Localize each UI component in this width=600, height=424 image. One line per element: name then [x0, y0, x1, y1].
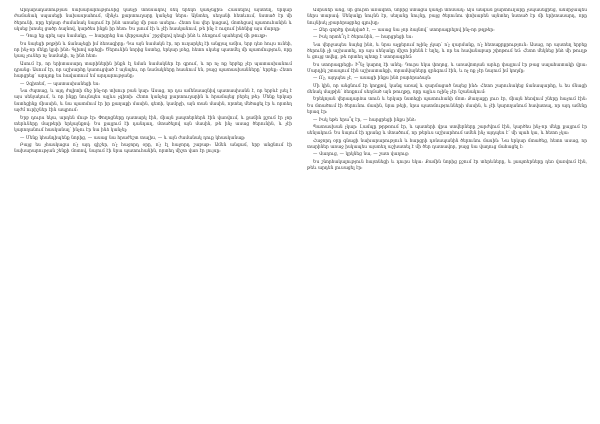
left-column: [14, 8, 292, 418]
paragraph: Երեկոյան վերադարձա տուն և երկար նստեցի պատուհանի մոտ: Քաղաքը լուռ էր, միայն հեռվում շները հաչում էին: Ես մտածում էի ծերունու մասին, նրա թեյի, նրա պատմությունների մասին, և չէի կարողանում հավատալ, որ այդ ամենը երազ էր:: [307, 97, 587, 116]
right-column: [307, 8, 587, 418]
paragraph: Ես շնորհակալություն հայտնեցի և դուրս եկա: Քամին նորից քշում էր տերևները, և լապտերները դեռ վառվում էին, թեև արդեն լուսացել էր:: [307, 159, 587, 171]
paragraph: — Մենք կհանդիպենք նորից, — ասաց նա հրաժեշտ տալիս, — և այն ժամանակ դուք կհասկանաք:: [20, 135, 246, 141]
paragraph: Ես ստորագրեցի: Ի՞նչ կարող էի անել: Դուրս եկա փողոց, և առավոտյան արևը փայլում էր թաց սալահատակի վրա: Մարդիկ շտապում էին աշխատանքի, տրամվայները զրնգում էին, և ոչ ոք չէր նայում իմ կողմը:: [307, 62, 587, 75]
paragraph: — Չգիտեմ, — պատասխանեցի ես:: [20, 81, 100, 87]
paragraph: Ամիսներ անց, մի ցուրտ առավոտ, նորից ստացա կանչի տոմսակ: Այս անգամ քարտուղարը չսպասեցրեց, անմիջապես ներս տարավ: Սենյակը նույնն էր, սեղանը նույնը, բայց ծերունու փոխարեն այնտեղ նստած էր մի երիտասարդ, որը նույնիսկ չբարձրացրեց գլուխը:: [307, 8, 587, 26]
paragraph: Ես նայեցի թղթին և ճանաչեցի իմ ձեռագիրը: Դա այն նամակն էր, որ ուղարկել էի անցյալ ամիս, երբ դեռ հույս ունեի, որ ինչ-որ մեկը կլսի ինձ: Գլխով արեցի: Ծերունին նորից նստեց, երկար լռեց, հետո սկսեց պատմել մի պատմություն, որը կապ չուներ ոչ նամակի, ոչ ինձ հետ:: [14, 41, 292, 60]
paragraph: Երբ դուրս եկա, արդեն մութ էր: Փողոցները դատարկ էին, միայն լապտերներն էին վառվում, և քամին քշում էր չոր տերևները մայթերի երկայնքով: Ես քայլում էի դանդաղ, մտածելով այն մասին, թե ինչ ասաց ծերունին, և չէի կարողանում հասկանալ՝ ինչու էր նա ինձ կանչել:: [14, 115, 292, 134]
paragraph: Արդարադատության նախարարությունից կանչի տոմսակով մեկ երեկո կանչեցին: Հասնելով այնտեղ, երկար ժամանակ սպասեցի նախասրահում, մինչև քարտուղարը կանչեց ներս: Այնտեղ, սեղանի հետևում, նստած էր մի ծերունի, որը երկար ժամանակ նայում էր ինձ առանց մի բառ ասելու: Հետո նա վեր կացավ, մոտեցավ պատուհանին և սկսեց խոսել ցածր ձայնով, կարծես ինքն իր հետ: Ես լսում էի և չէի հասկանում, թե ինչ է ուզում ինձնից այս մարդը:: [14, 8, 292, 33]
paragraph: — Ձեր գործը փակված է, — ասաց նա չոր ձայնով՝ ստորագրելով ինչ-որ թղթեր:: [313, 28, 495, 34]
paragraph: — Ո՛չ, այդպես չէ, — ասացի ինքս ինձ բարձրաձայն:: [313, 76, 432, 82]
paragraph: — Դուք եք գրել այս նամակը, — հարցրեց նա վերջապես՝ շրջվելով դեպի ինձ և ձեռքում պահելով մի թուղթ:: [20, 34, 268, 40]
paragraph: Մի կին, որ անցնում էր կողքով, կանգ առավ և զարմացած նայեց ինձ: Հետո շարունակեց ճանապարհը, և ես մնացի մենակ մայթին՝ ձեռքում սեղմած այն թուղթը, որը այլևս ոչինչ չէր նշանակում:: [307, 83, 587, 96]
paragraph: Բայց ես չհասկացա ո՛չ այդ գիշեր, ո՛չ հաջորդ օրը, ո՛չ էլ հաջորդ շաբաթ: Ամեն անգամ, երբ անցնում էի նախարարության շենքի մոտով, նայում էի նրա պատուհանին, որտեղ միշտ վառ էր լույսը:: [14, 142, 292, 155]
paragraph: — Վաղուց, — կրկնեց նա, — շատ վաղուց:: [313, 152, 410, 158]
paragraph: Պատասխան չկար: Լամպը թրթռում էր, և պատերի վրա ստվերները շարժվում էին, կարծես ինչ-որ մեկը քայլում էր սենյակում: Ես նայում էի դրանց և մտածում, որ թերևս աշխարհում ամեն ինչ այդպես է՝ մի պահ կա, և հետո չկա:: [307, 124, 587, 137]
paragraph: — Իսկ եթե երա՞զ էր, — հարցրեցի ինքս ինձ:: [313, 117, 417, 123]
paragraph: — Իսկ որտե՞ղ է ծերունին, — հարցրեցի ես:: [313, 35, 413, 41]
paragraph: Նա ժպտաց, և այդ ժպիտի մեջ ինչ-որ տխուր բան կար: Ասաց, որ դա ամենաազնիվ պատասխանն է, որ երբևէ լսել է այս սենյակում, և որ ինքը նույնպես այլևս չգիտի: Հետո կանչեց քարտուղարին և հրամայեց բերել թեյ: Մենք երկար նստեցինք միասին, և նա պատմում էր իր քաղաքի մասին, գետի, կամրջի, այն տան մասին, որտեղ մեծացել էր և որտեղ այժմ ուրիշներ էին ապրում:: [14, 89, 292, 114]
paragraph: Ասում էր, որ երիտասարդ տարիներին ինքն էլ նման նամակներ էր գրում, և որ ոչ ոք երբեք չէր պատասխանում դրանց: Ասում էր, որ աշխարհը կառուցված է այնպես, որ նամակները հասնում են, բայց պատասխանները՝ երբեք: Հետո հարցրեց՝ արդյոք ես հավատում եմ արդարությանը:: [14, 61, 292, 80]
paragraph: Հաջորդ օրը գնացի նախարարություն և հարցրի դռնապանին ծերունու մասին: Նա երկար մտածեց, հետո ասաց, որ տարիներ առաջ իսկապես այստեղ աշխատել է մի ծեր դատավոր, բայց նա վաղուց մահացել է:: [307, 138, 587, 150]
paragraph: Նա վերջապես նայեց ինձ, և նրա աչքերում ոչինչ չկար՝ ո՛չ զարմանք, ո՛չ հետաքրքրություն: Ասաց, որ այստեղ երբեք ծերունի չի աշխատել, որ այս սենյակը միշտ իրենն է եղել, և որ ես հավանաբար շփոթում եմ: Հետո մեկնեց ինձ մի թուղթ և ցույց տվեց, թե որտեղ պետք է ստորագրեմ:: [307, 42, 587, 61]
